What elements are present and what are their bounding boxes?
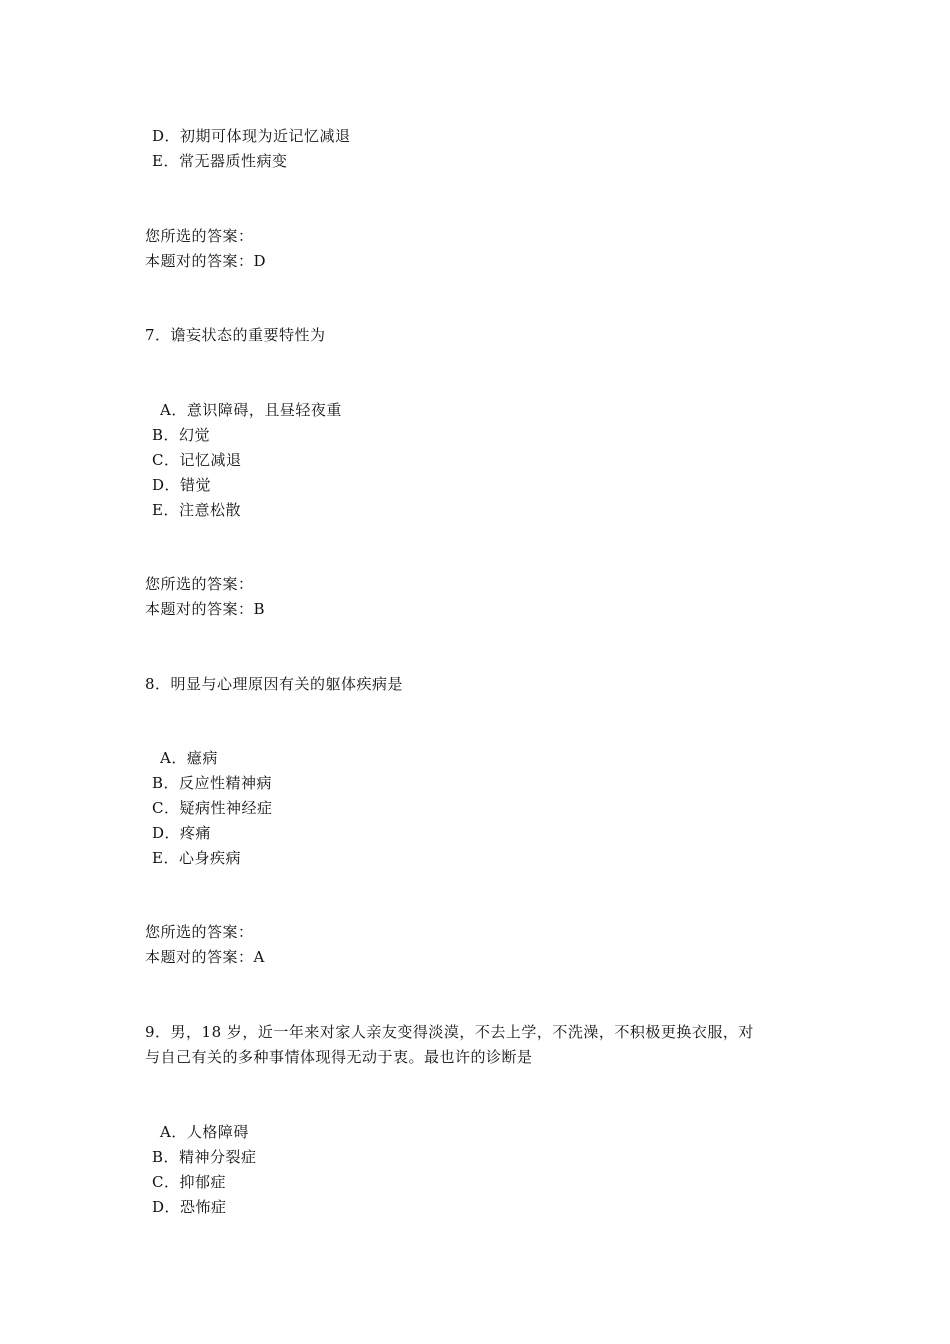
- question-7-option-e: E．注意松散: [152, 501, 241, 519]
- question-7-stem: 7．谵妄状态的重要特性为: [145, 326, 326, 344]
- question-8-correct-answer: 本题对的答案：A: [145, 948, 265, 966]
- question-7-option-a: A．意识障碍，且昼轻夜重: [160, 401, 342, 419]
- question-9-stem-line-2: 与自己有关的多种事情体现得无动于衷。最也许的诊断是: [145, 1048, 533, 1066]
- question-9-option-b: B．精神分裂症: [152, 1148, 257, 1166]
- option-e: E．常无器质性病变: [152, 152, 288, 170]
- question-7-your-answer-label: 您所选的答案：: [145, 575, 254, 593]
- question-9-option-a: A．人格障碍: [160, 1123, 249, 1141]
- correct-answer: 本题对的答案：D: [145, 252, 267, 270]
- question-8-option-b: B．反应性精神病: [152, 774, 273, 792]
- option-d: D．初期可体现为近记忆减退: [152, 127, 351, 145]
- question-7-option-c: C．记忆减退: [152, 451, 242, 469]
- question-8-option-e: E．心身疾病: [152, 849, 241, 867]
- question-9-option-d: D．恐怖症: [152, 1198, 227, 1216]
- question-7-correct-answer: 本题对的答案：B: [145, 600, 266, 618]
- question-7-option-d: D．错觉: [152, 476, 212, 494]
- question-8-option-a: A．癔病: [160, 749, 218, 767]
- question-7-option-b: B．幻觉: [152, 426, 211, 444]
- question-9-option-c: C．抑郁症: [152, 1173, 226, 1191]
- question-8-your-answer-label: 您所选的答案：: [145, 923, 254, 941]
- question-8-option-c: C．疑病性神经症: [152, 799, 273, 817]
- your-answer-label: 您所选的答案：: [145, 227, 254, 245]
- question-9-stem-line-1: 9．男，18 岁，近一年来对家人亲友变得淡漠，不去上学，不洗澡，不积极更换衣服，对: [145, 1023, 754, 1041]
- question-8-stem: 8．明显与心理原因有关的躯体疾病是: [145, 675, 404, 693]
- question-8-option-d: D．疼痛: [152, 824, 212, 842]
